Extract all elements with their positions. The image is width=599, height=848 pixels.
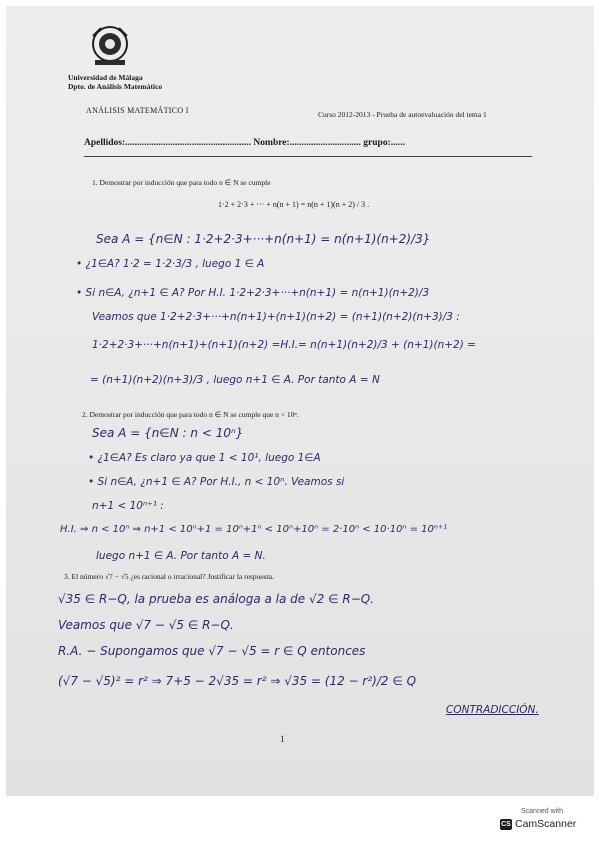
hw-p1-line-5: 1·2+2·3+···+n(n+1)+(n+1)(n+2) =H.I.= n(n+1)(n+2)/3 + (n+1)(n+2) = [92, 339, 476, 351]
exam-title: Curso 2012-2013 - Prueba de autoevaluación del tema 1 [318, 110, 487, 119]
university-name: Universidad de Málaga [68, 73, 143, 82]
university-heading [68, 74, 162, 91]
hw-p1-line-6: = (n+1)(n+2)(n+3)/3 , luego n+1 ∈ A. Por tanto A = N [90, 374, 380, 386]
camscanner-icon: CS [501, 820, 511, 828]
hw-p2-line-1: Sea A = {n∈N : n < 10ⁿ} [92, 426, 244, 440]
problem-1-formula: 1·2 + 2·3 + ··· + n(n + 1) = n(n + 1)(n + 2) / 3 . [218, 200, 370, 209]
problem-3-statement: 3. El número √7 − √5 ¿es racional o irracional? Justificar la respuesta. [64, 572, 274, 581]
university-seal [89, 24, 131, 68]
student-fields: Apellidos:..................................................... Nombre:.............................. grupo:...... [84, 138, 405, 148]
department-name: Dpto. de Análisis Matemático [68, 81, 163, 91]
hw-p3-line-3: R.A. − Supongamos que √7 − √5 = r ∈ Q entonces [58, 644, 366, 658]
hw-p3-contradiction: CONTRADICCIÓN. [446, 704, 539, 716]
hw-p1-line-3: • Si n∈A, ¿n+1 ∈ A? Por H.I. 1·2+2·3+···+n(n+1) = n(n+1)(n+2)/3 [76, 287, 430, 299]
hw-p2-line-2: • ¿1∈A? Es claro ya que 1 < 10¹, luego 1∈A [88, 452, 321, 464]
hw-p1-line-2: • ¿1∈A? 1·2 = 1·2·3/3 , luego 1 ∈ A [76, 258, 265, 270]
problem-2-statement: 2. Demostrar por inducción que para todo n ∈ N se cumple que n < 10ⁿ. [82, 410, 299, 419]
hw-p2-line-5: H.I. ⇒ n < 10ⁿ ⇒ n+1 < 10ⁿ+1 = 10ⁿ+1ⁿ < 10ⁿ+10ⁿ = 2·10ⁿ < 10·10ⁿ = 10ⁿ⁺¹ [60, 524, 448, 535]
hw-p1-line-4: Veamos que 1·2+2·3+···+n(n+1)+(n+1)(n+2) = (n+1)(n+2)(n+3)/3 : [92, 311, 460, 323]
hw-p2-line-6: luego n+1 ∈ A. Por tanto A = N. [96, 550, 266, 562]
hw-p3-line-1: √35 ∈ R−Q, la prueba es análoga a la de √2 ∈ R−Q. [58, 592, 375, 606]
hw-p1-line-1: Sea A = {n∈N : 1·2+2·3+···+n(n+1) = n(n+1)(n+2)/3} [96, 232, 431, 246]
scanned-with-label: Scanned with [520, 808, 564, 815]
camscanner-brand: CamScanner [515, 818, 577, 830]
scanned-page [6, 6, 594, 796]
hw-p3-line-2: Veamos que √7 − √5 ∈ R−Q. [58, 618, 234, 632]
problem-1-statement: 1. Demostrar por inducción que para todo n ∈ N se cumple [92, 178, 271, 187]
hw-p3-line-4: (√7 − √5)² = r² ⇒ 7+5 − 2√35 = r² ⇒ √35 = (12 − r²)/2 ∈ Q [58, 674, 417, 688]
hw-p2-line-3: • Si n∈A, ¿n+1 ∈ A? Por H.I., n < 10ⁿ. Veamos si [88, 476, 345, 488]
hw-p2-line-4: n+1 < 10ⁿ⁺¹ : [92, 500, 164, 512]
course-title: ANÁLISIS MATEMÁTICO I [86, 106, 189, 115]
header-divider [84, 156, 532, 157]
page-number: 1 [280, 734, 285, 744]
camscanner-watermark [500, 808, 584, 838]
